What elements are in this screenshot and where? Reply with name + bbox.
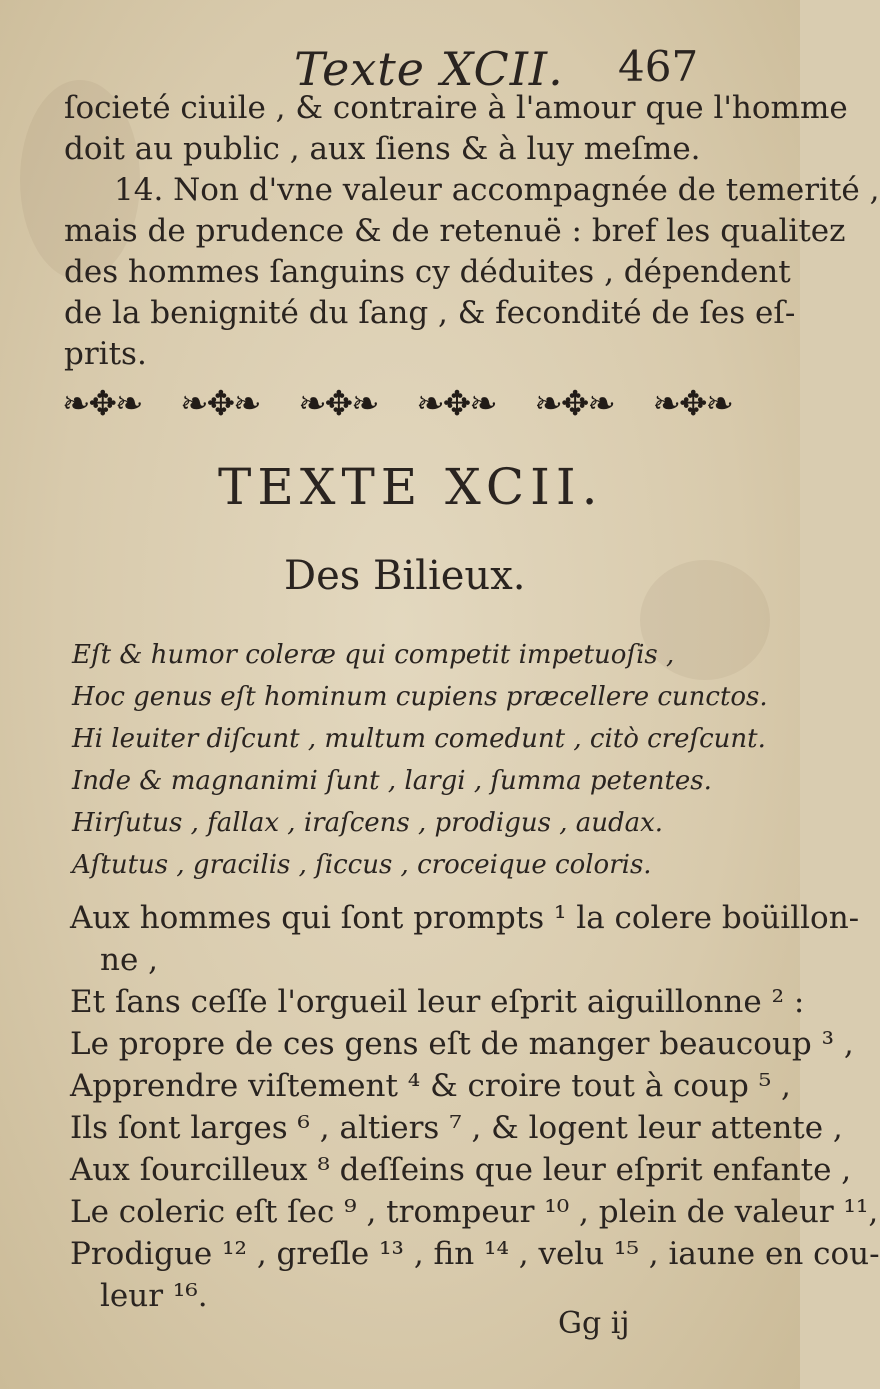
section-heading: TEXTE XCII.: [218, 458, 604, 516]
previous-text-line: mais de prudence & de retenuë : bref les qualitez: [64, 213, 846, 249]
fleuron-ornament: ❧✥❧: [534, 384, 614, 424]
latin-verse-line: Hirſutus , fallax , iraſcens , prodigus , audax.: [72, 808, 664, 838]
previous-text-line: 14. Non d'vne valeur accompagnée de temerité ,: [114, 172, 880, 208]
french-verse-line: Et ſans ceſſe l'orgueil leur eſprit aiguillonne ² :: [70, 984, 805, 1020]
latin-verse-line: Inde & magnanimi ſunt , largi , ſumma petentes.: [72, 766, 712, 796]
previous-text-line: des hommes ſanguins cy déduites , dépendent: [64, 254, 791, 290]
french-verse-line: Le propre de ces gens eſt de manger beaucoup ³ ,: [70, 1026, 854, 1062]
fleuron-ornament: ❧✥❧: [652, 384, 732, 424]
french-verse-line: Prodigue ¹² , greſle ¹³ , fin ¹⁴ , velu ¹⁵ , iaune en cou-: [70, 1236, 880, 1272]
latin-verse-line: Hoc genus eſt hominum cupiens præcellere cunctos.: [72, 682, 768, 712]
latin-verse-line: Hi leuiter diſcunt , multum comedunt , citò creſcunt.: [72, 724, 766, 754]
french-verse-line: Aux ſourcilleux ⁸ deſſeins que leur eſprit enfante ,: [70, 1152, 852, 1188]
previous-text-line: ſocieté ciuile , & contraire à l'amour que l'homme: [64, 90, 848, 126]
fleuron-ornament: ❧✥❧: [416, 384, 496, 424]
fleuron-ornament: ❧✥❧: [298, 384, 378, 424]
french-verse-line: ne ,: [100, 942, 159, 978]
fleuron-ornament: ❧✥❧: [180, 384, 260, 424]
page-number: 467: [618, 42, 699, 91]
previous-text-line: doit au public , aux ſiens & à luy meſme.: [64, 131, 701, 167]
signature-mark: Gg ij: [558, 1306, 630, 1341]
french-verse-line: Le coleric eſt ſec ⁹ , trompeur ¹⁰ , plein de valeur ¹¹,: [70, 1194, 879, 1230]
french-verse-line: Apprendre viſtement ⁴ & croire tout à coup ⁵ ,: [70, 1068, 791, 1104]
fleuron-ornament: ❧✥❧: [62, 384, 142, 424]
previous-text-line: prits.: [64, 336, 147, 372]
ornamental-divider: [62, 382, 732, 426]
previous-text-line: de la benignité du ſang , & fecondité de ſes eſ-: [64, 295, 796, 331]
running-title: Texte XCII.: [294, 42, 564, 96]
latin-verse-line: Aſtutus , gracilis , ſiccus , croceique coloris.: [72, 850, 652, 880]
french-verse-line: Aux hommes qui ſont prompts ¹ la colere boüillon-: [70, 900, 860, 936]
french-verse-line: Ils ſont larges ⁶ , altiers ⁷ , & logent leur attente ,: [70, 1110, 843, 1146]
latin-verse-line: Eſt & humor coleræ qui competit impetuoſis ,: [72, 640, 675, 670]
french-verse-line: leur ¹⁶.: [100, 1278, 208, 1314]
section-subheading: Des Bilieux.: [284, 553, 526, 599]
